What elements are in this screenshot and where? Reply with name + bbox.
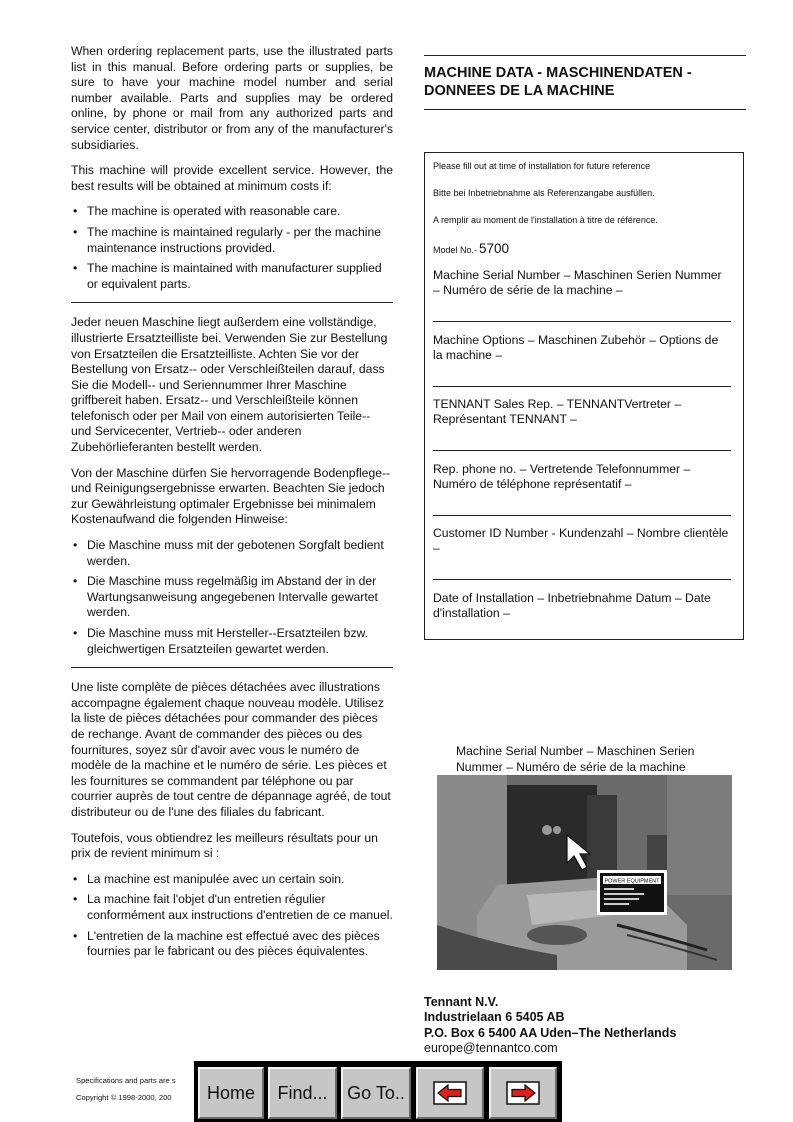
field-serial-number: Machine Serial Number – Maschinen Serien Nummer – Numéro de série de la machine – [433,268,722,297]
list-item: • The machine is maintained regularly - per the machine maintenance instructions provided. [71,225,393,256]
list-item: • Die Maschine muss mit der gebotenen Sorgfalt bedient werden. [71,538,393,569]
en-bullet-list [71,204,393,292]
fr-paragraph-2: Toutefois, vous obtiendrez les meilleurs résultats pour un prix de revient minimum si : [71,830,378,861]
form-note-fr: A remplir au moment de l'installation à titre de référence. [433,215,658,225]
field-line [433,386,731,387]
en-paragraph-1: When ordering replacement parts, use the illustrated parts list in this manual. Before ordering parts or supplies, be sure to have your machine model number and serial number available. Parts and supplies may be ordered online, by phone or mail from any authorized parts and service center, distributor or from any of the manufacturer's subsidiaries. [71,44,393,152]
section-divider [71,667,393,668]
field-rep-phone: Rep. phone no. – Vertretende Telefonnummer – Numéro de téléphone représentatif – [433,462,691,491]
find-button[interactable]: Find... [268,1067,337,1119]
field-installation-date: Date of Installation – Inbetriebnahme Datum – Date d'installation – [433,591,711,620]
serial-plate-photo [437,775,732,970]
address-street: Industrielaan 6 5405 AB [424,1010,565,1025]
footer-specs: Specifications and parts are s [76,1076,176,1085]
navigation-bar [194,1061,562,1122]
fr-paragraph-1: Une liste complète de pièces détachées avec illustrations accompagne également chaque nouveau modèle. Utilisez la liste de pièces détachées pour commander des pièces de rechange. Avant de commander des pièces ou des fournitures, soyez sûr d'avoir avec vous le numéro de modèle de la machine et le numéro de série. Les pièces et les fournitures se commandent par téléphone ou par courrier auprès de tout centre de dépannage agréé, de tout distributeur ou de l'une des filiales du fabricant. [71,680,391,819]
next-page-button[interactable] [489,1067,557,1119]
header-rule-bottom [424,109,746,110]
field-customer-id: Customer ID Number - Kundenzahl – Nombre clientèle – [433,526,729,555]
de-paragraph-2: Von der Maschine dürfen Sie hervorragende Bodenpflege-- und Reinigungsergebnisse erwarten. Beachten Sie jedoch zur Gewährleistung optimaler Ergebnisse bei minimalem Kostenaufwand die folgenden Hinweise: [71,465,391,527]
form-note-de: Bitte bei Inbetriebnahme als Referenzangabe ausfüllen. [433,188,655,198]
list-item: • La machine fait l'objet d'un entretien régulier conformément aux instructions d'entretien de ce manuel. [71,892,393,923]
list-item-text: Die Maschine muss mit Hersteller--Ersatzteilen bzw. [87,626,369,640]
go-to-button[interactable]: Go To.. [341,1067,411,1119]
machine-data-form [424,152,744,640]
form-note-en: Please fill out at time of installation for future reference [433,161,651,171]
section-divider [71,302,393,303]
field-machine-options: Machine Options – Maschinen Zubehör – Options de la machine – [433,333,719,362]
model-label: Model No.- [433,245,478,255]
field-line [433,450,731,451]
list-item: • The machine is maintained with manufacturer supplied or equivalent parts. [71,261,393,292]
field-sales-rep: TENNANT Sales Rep. – TENNANTVertreter – Représentant TENNANT – [433,397,682,426]
arrow-left-icon [433,1081,467,1105]
list-item: • L'entretien de la machine est effectué avec des pièces fournies par le fabricant ou des pièces équivalentes. [71,929,393,960]
list-item: • Die Maschine muss regelmäßig im Abstand der in der Wartungsanweisung angegebenen Intervalle gewartet werden. [71,574,393,621]
arrow-right-icon [506,1081,540,1105]
list-item: • La machine est manipulée avec un certain soin. [71,872,393,888]
de-paragraph-1: Jeder neuen Maschine liegt außerdem eine vollständige, illustrierte Ersatzteilliste bei. Verwenden Sie zur Bestellung von Ersatzteilen die Ersatzteilliste. Achten Sie vor der Bestellung von Ersatz-- oder Verschleißteilen darauf, dass Sie die Modell-- und Seriennummer Ihrer Maschine griffbereit haben. Ersatz-- und Verschleißteile können telefonisch oder per Mail von einem autorisierten Teile-- und Servicecenter, Vertrieb-- oder anderen Zubehörlieferanten bestellt werden. [71,315,388,455]
list-item: • The machine is operated with reasonable care. [71,204,393,220]
company-name: Tennant N.V. [424,995,499,1009]
header-rule-top [424,55,746,56]
list-item [71,626,393,657]
home-button[interactable]: Home [198,1067,264,1119]
company-address [424,995,676,1057]
machine-photo-illustration [437,775,732,970]
address-pobox: P.O. Box 6 5400 AA Uden–The Netherlands [424,1025,677,1040]
list-item-text: gleichwertigen Ersatzteilen gewartet werden. [87,641,329,656]
company-email: europe@tennantco.com [424,1041,558,1056]
left-column [71,44,393,970]
plate-title: POWER EQUIPMENT [604,878,660,885]
field-line [433,579,731,580]
de-bullet-list [71,538,393,657]
page-title: MACHINE DATA - MASCHINENDATEN - DONNEES DE LA MACHINE [424,65,692,99]
photo-caption: Machine Serial Number – Maschinen Serien Nummer – Numéro de série de la machine [456,744,695,774]
field-line [433,515,731,516]
footer-copyright: Copyright © 1998-2000, 200 [76,1093,172,1102]
fr-bullet-list [71,872,393,960]
en-paragraph-2: This machine will provide excellent service. However, the best results will be obtained at minimum costs if: [71,163,393,193]
model-number [433,241,509,256]
model-value: 5700 [479,241,510,256]
previous-page-button[interactable] [416,1067,484,1119]
field-line [433,321,731,322]
